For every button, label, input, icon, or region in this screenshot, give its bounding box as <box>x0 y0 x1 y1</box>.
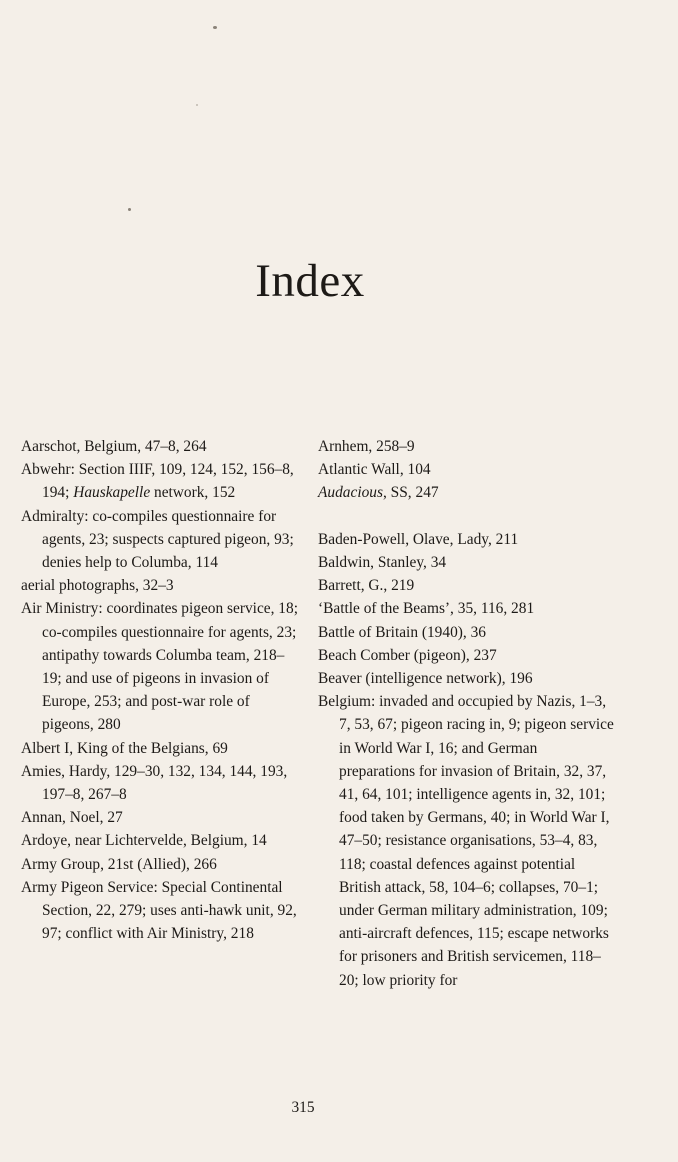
entry-text: , SS, 247 <box>382 484 439 502</box>
index-entry: ‘Battle of the Beams’, 35, 116, 281 <box>318 600 535 618</box>
index-entry: Baldwin, Stanley, 34 <box>318 554 447 571</box>
entry-italic-text: Audacious <box>318 484 383 502</box>
index-entry: Barrett, G., 219 <box>318 577 415 595</box>
index-entry: Beach Comber (pigeon), 237 <box>318 646 497 664</box>
index-column-right <box>318 435 614 992</box>
index-entry: aerial photographs, 32–3 <box>21 577 174 595</box>
index-entry: Arnhem, 258–9 <box>318 438 415 455</box>
index-entry: Admiralty: co-compiles questionnaire for agents, 23; suspects captured pigeon, 93; denies help to Columba, 114 <box>21 507 294 572</box>
index-entry: Ardoye, near Lichtervelde, Belgium, 14 <box>21 832 267 850</box>
index-entry: Army Group, 21st (Allied), 266 <box>21 855 217 873</box>
index-column-left <box>21 435 299 945</box>
index-entry: Baden-Powell, Olave, Lady, 211 <box>318 530 519 548</box>
entry-text: Abwehr: Section IIIF, 109, 124, 152, 156–8, 194; <box>21 461 294 502</box>
index-entry: Air Ministry: coordinates pigeon service, 18; co-compiles questionnaire for agents, 23; antipathy towards Columba team, 218–19; and use of pigeons in invasion of Europe, 253; and post-war role of pigeons, 280 <box>21 600 298 734</box>
speck-mark <box>213 26 217 29</box>
page-title: Index <box>255 255 365 307</box>
index-entry: Battle of Britain (1940), 36 <box>318 623 486 641</box>
speck-mark <box>128 208 131 211</box>
index-entry: Amies, Hardy, 129–30, 132, 134, 144, 193, 197–8, 267–8 <box>21 762 288 804</box>
index-entry: Atlantic Wall, 104 <box>318 461 431 479</box>
index-entry: Annan, Noel, 27 <box>21 809 123 827</box>
speck-mark <box>196 104 198 106</box>
index-entry: Belgium: invaded and occupied by Nazis, 1–3, 7, 53, 67; pigeon racing in, 9; pigeon service in World War I, 16; and German preparations for invasion of Britain, 32, 37, 41, 64, 101; intelligence agents in, 32, 101; food taken by Germans, 40; in World War I, 47–50; resistance organisations, 53–4, 83, 118; coastal defences against potential British attack, 58, 104–6; collapses, 70–1; under German military administration, 109; anti-aircraft defences, 115; escape networks for prisoners and British servicemen, 118–20; low priority for <box>318 693 614 989</box>
index-entry: Beaver (intelligence network), 196 <box>318 670 533 688</box>
page-number: 315 <box>291 1099 315 1116</box>
index-entry: Aarschot, Belgium, 47–8, 264 <box>21 438 207 455</box>
index-entry: Albert I, King of the Belgians, 69 <box>21 739 228 757</box>
entry-italic-text: Hauskapelle <box>73 484 151 502</box>
index-entry <box>21 458 299 504</box>
entry-text: network, 152 <box>150 484 236 502</box>
index-entry <box>318 481 614 504</box>
index-entry: Army Pigeon Service: Special Continental Section, 22, 279; uses anti-hawk unit, 92, 97; conflict with Air Ministry, 218 <box>21 878 297 943</box>
